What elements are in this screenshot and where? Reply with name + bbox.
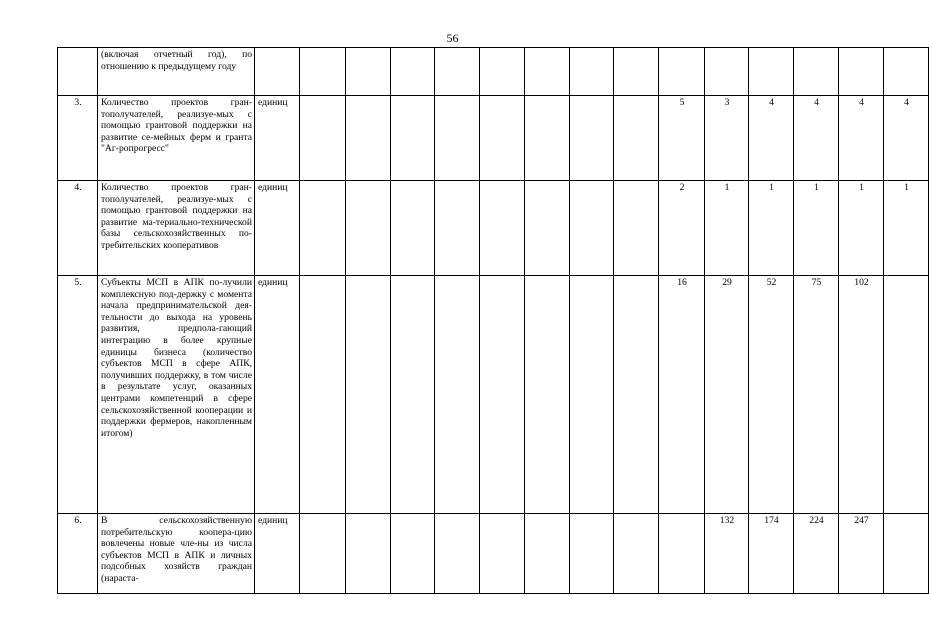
table-row xyxy=(58,514,929,594)
value-cell xyxy=(346,276,391,514)
row-number-cell: 3. xyxy=(58,96,98,181)
value-cell xyxy=(659,48,705,96)
unit-cell: единиц xyxy=(255,181,300,276)
value-cell: 29 xyxy=(705,276,749,514)
value-cell xyxy=(525,48,570,96)
value-cell xyxy=(391,276,435,514)
value-cell xyxy=(391,514,435,594)
value-cell xyxy=(346,181,391,276)
value-cell xyxy=(614,48,659,96)
table-row xyxy=(58,276,929,514)
value-cell: 4 xyxy=(794,96,839,181)
value-cell xyxy=(525,276,570,514)
value-cell: 3 xyxy=(705,96,749,181)
value-cell xyxy=(884,514,929,594)
value-cell xyxy=(300,514,346,594)
value-cell xyxy=(570,96,614,181)
value-cell: 224 xyxy=(794,514,839,594)
value-cell: 174 xyxy=(749,514,794,594)
value-cell xyxy=(570,276,614,514)
value-cell xyxy=(435,276,480,514)
value-cell: 5 xyxy=(659,96,705,181)
value-cell xyxy=(300,48,346,96)
indicator-name-cell: Субъекты МСП в АПК по-лучили комплексную под-держку с момента начала предпринимательской дея-тельности до выхода на уровень развития, предпола-гающий интеграцию в более крупные единицы бизнеса (количество субъектов МСП в сфере АПК, получивших поддержку, в том числе в результате услуг, оказанных центрами компетенций в сфере сельскохозяйственной кооперации и поддержки фермеров, накопленным итогом) xyxy=(98,276,255,514)
value-cell: 1 xyxy=(749,181,794,276)
value-cell: 247 xyxy=(839,514,884,594)
value-cell xyxy=(480,48,525,96)
value-cell: 75 xyxy=(794,276,839,514)
value-cell xyxy=(300,96,346,181)
unit-cell: единиц xyxy=(255,514,300,594)
value-cell xyxy=(570,514,614,594)
indicator-name-cell: (включая отчетный год), по отношению к предыдущему году xyxy=(98,48,255,96)
value-cell xyxy=(435,48,480,96)
value-cell: 52 xyxy=(749,276,794,514)
page-number: 56 xyxy=(446,31,459,45)
value-cell xyxy=(391,48,435,96)
value-cell xyxy=(300,181,346,276)
value-cell: 4 xyxy=(749,96,794,181)
value-cell xyxy=(435,181,480,276)
value-cell xyxy=(480,181,525,276)
value-cell xyxy=(705,48,749,96)
value-cell xyxy=(525,96,570,181)
value-cell xyxy=(839,48,884,96)
indicators-table xyxy=(57,47,929,594)
value-cell xyxy=(435,514,480,594)
row-number-cell: 6. xyxy=(58,514,98,594)
row-number-cell: 4. xyxy=(58,181,98,276)
value-cell xyxy=(346,514,391,594)
value-cell xyxy=(614,276,659,514)
value-cell: 1 xyxy=(884,181,929,276)
value-cell xyxy=(525,514,570,594)
value-cell: 102 xyxy=(839,276,884,514)
indicator-name-cell: Количество проектов гран-тополучателей, реализуе-мых с помощью грантовой поддержки на развитие ма-териально-технической базы сельскохозяйственных по-требительских кооперативов xyxy=(98,181,255,276)
row-number-cell: 5. xyxy=(58,276,98,514)
value-cell xyxy=(346,48,391,96)
value-cell xyxy=(391,181,435,276)
value-cell xyxy=(435,96,480,181)
value-cell xyxy=(614,514,659,594)
unit-cell: единиц xyxy=(255,276,300,514)
table-row xyxy=(58,96,929,181)
value-cell xyxy=(794,48,839,96)
value-cell xyxy=(300,276,346,514)
value-cell xyxy=(480,276,525,514)
value-cell xyxy=(570,181,614,276)
row-number-cell xyxy=(58,48,98,96)
indicator-name-cell: Количество проектов гран-тополучателей, реализуе-мых с помощью грантовой поддержки на развитие се-мейных ферм и гранта "Аг-ропрогресс" xyxy=(98,96,255,181)
value-cell xyxy=(480,514,525,594)
value-cell: 1 xyxy=(705,181,749,276)
value-cell xyxy=(570,48,614,96)
value-cell xyxy=(614,96,659,181)
unit-cell xyxy=(255,48,300,96)
indicator-name-cell: В сельскохозяйственную потребительскую коопера-цию вовлечены новые чле-ны из числа субъектов МСП в АПК и личных подсобных хозяйств граждан (нараста- xyxy=(98,514,255,594)
table-row xyxy=(58,181,929,276)
value-cell xyxy=(614,181,659,276)
value-cell xyxy=(884,276,929,514)
table-row xyxy=(58,48,929,96)
value-cell: 1 xyxy=(839,181,884,276)
value-cell xyxy=(346,96,391,181)
value-cell: 1 xyxy=(794,181,839,276)
value-cell xyxy=(391,96,435,181)
value-cell: 16 xyxy=(659,276,705,514)
value-cell xyxy=(884,48,929,96)
value-cell: 4 xyxy=(839,96,884,181)
value-cell xyxy=(659,514,705,594)
value-cell xyxy=(525,181,570,276)
value-cell xyxy=(749,48,794,96)
value-cell: 132 xyxy=(705,514,749,594)
value-cell: 2 xyxy=(659,181,705,276)
value-cell: 4 xyxy=(884,96,929,181)
unit-cell: единиц xyxy=(255,96,300,181)
value-cell xyxy=(480,96,525,181)
